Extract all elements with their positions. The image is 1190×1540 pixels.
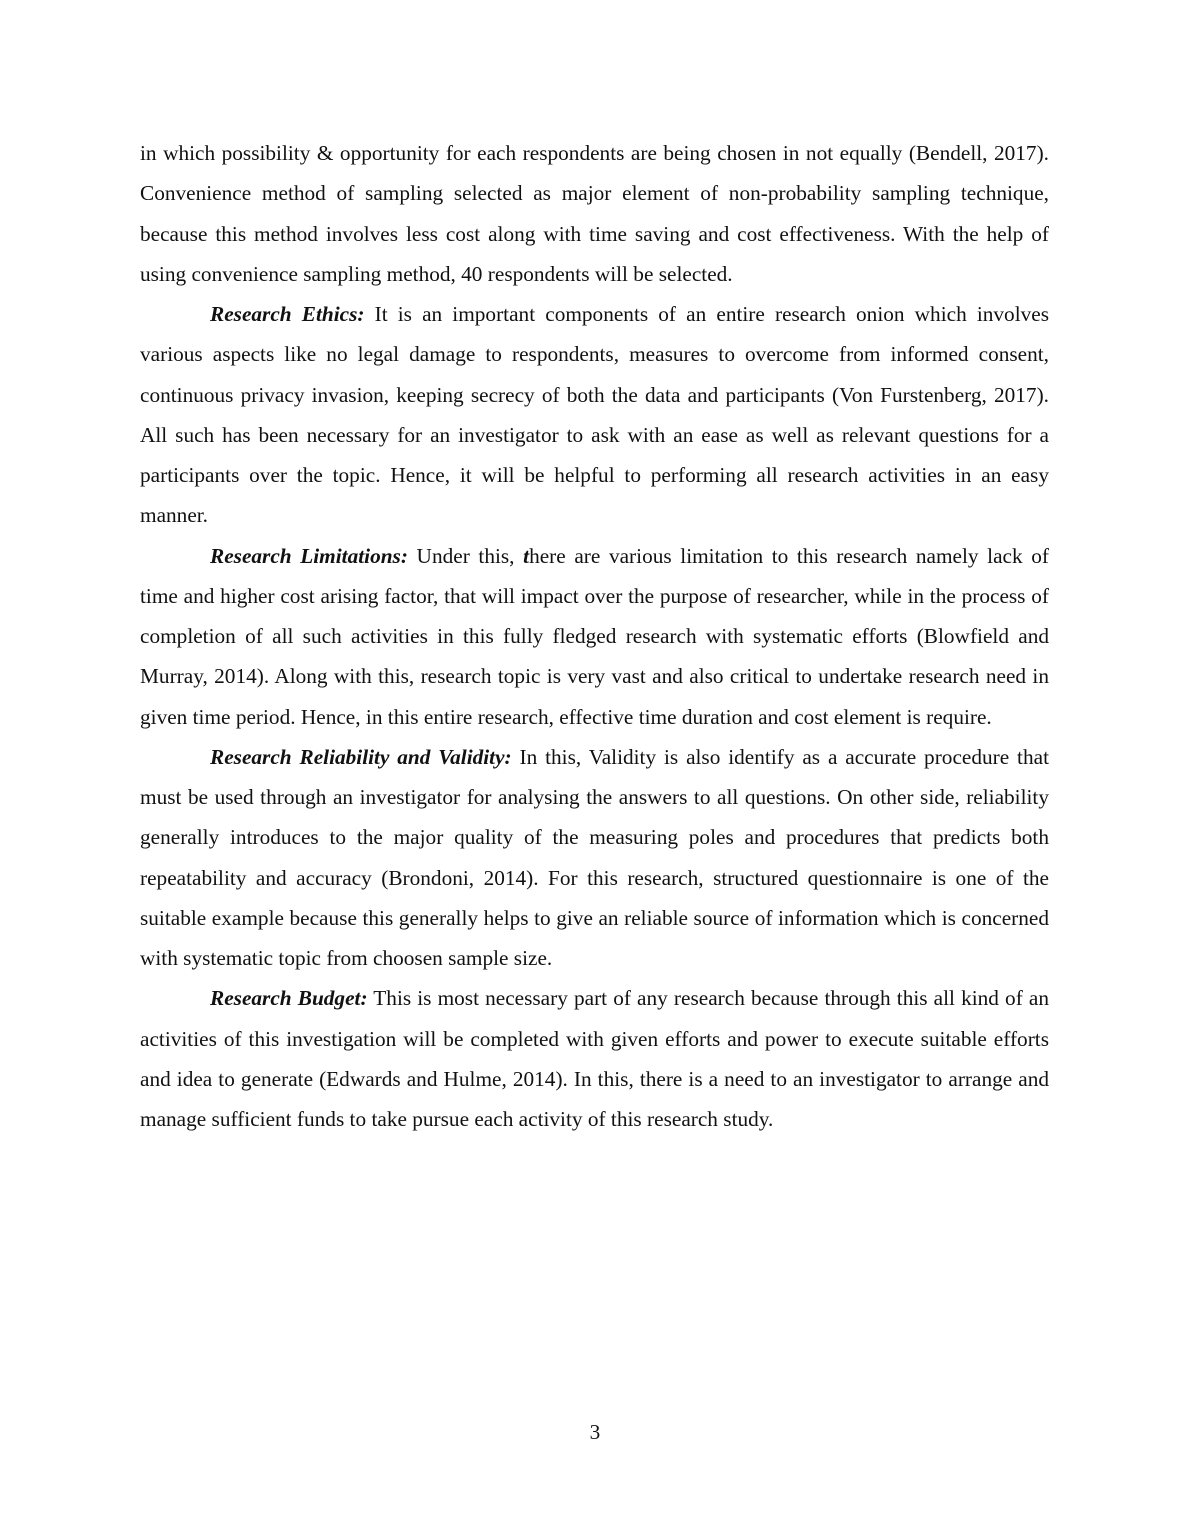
paragraph-research-limitations xyxy=(140,536,1049,737)
research-limitations-heading: Research Limitations: xyxy=(210,543,408,568)
research-limitations-body-start: Under this, xyxy=(407,543,524,568)
page-number: 3 xyxy=(589,1420,601,1444)
research-limitations-body-rest: here are various limitation to this research namely lack of time and higher cost arising factor, that will impact over the purpose of researcher, while in the process of completion of all such activities in this fully fledged research with systematic efforts (Blowfield and Murray, 2014). Along with this, research topic is very vast and also critical to undertake research need in given time period. Hence, in this entire research, effective time duration and cost element is require. xyxy=(140,543,1050,729)
body-text xyxy=(140,133,1049,1139)
paragraph-research-budget xyxy=(140,978,1049,1139)
research-budget-heading: Research Budget: xyxy=(210,986,368,1011)
research-budget-body: This is most necessary part of any research because through this all kind of an activities of this investigation will be completed with given efforts and power to execute suitable efforts and idea to generate (Edwards and Hulme, 2014). In this, there is a need to an investigator to arrange and manage sufficient funds to take pursue each activity of this research study. xyxy=(140,986,1050,1131)
research-ethics-body: It is an important components of an entire research onion which involves various aspects like no legal damage to respondents, measures to overcome from informed consent, continuous privacy invasion, keeping secrecy of both the data and participants (Von Furstenberg, 2017). All such has been necessary for an investigator to ask with an ease as well as relevant questions for a participants over the topic. Hence, it will be helpful to performing all research activities in an easy manner. xyxy=(140,302,1050,528)
paragraph-sampling-continuation: in which possibility & opportunity for each respondents are being chosen in not equally (Bendell, 2017). Convenience method of sampling selected as major element of non-probability sampling technique, because this method involves less cost along with time saving and cost effectiveness. With the help of using convenience sampling method, 40 respondents will be selected. xyxy=(140,141,1049,286)
paragraph-research-ethics xyxy=(140,294,1049,536)
research-reliability-body: In this, Validity is also identify as a accurate procedure that must be used through an investigator for analysing the answers to all questions. On other side, reliability generally introduces to the major quality of the measuring poles and procedures that predicts both repeatability and accuracy (Brondoni, 2014). For this research, structured questionnaire is one of the suitable example because this generally helps to give an reliable source of information which is concerned with systematic topic from choosen sample size. xyxy=(140,744,1049,970)
research-ethics-heading: Research Ethics: xyxy=(210,302,365,326)
research-limitations-emphasis-letter: t xyxy=(523,543,530,568)
research-reliability-heading: Research Reliability and Validity: xyxy=(210,744,512,769)
paragraph-research-reliability-validity xyxy=(140,737,1049,979)
